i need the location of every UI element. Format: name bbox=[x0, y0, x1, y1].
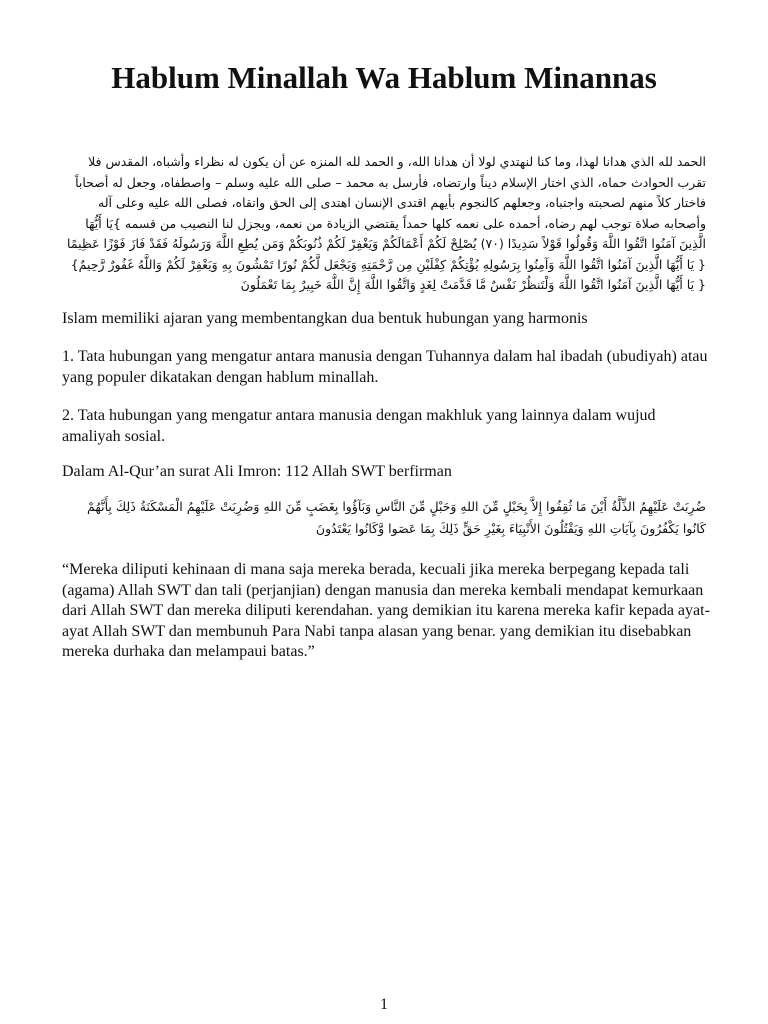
quran-reference-paragraph: Dalam Al-Qur’an surat Ali Imron: 112 Allah SWT berfirman bbox=[62, 463, 452, 480]
translation-paragraph: “Mereka diliputi kehinaan di mana saja mereka berada, kecuali jika mereka berpegang kepada tali (agama) Allah SWT dan tali (perjanjian) dengan manusia dan mereka kembali mendapat kemurkaan dari Allah SWT dan mereka diliputi kerendahan. yang demikian itu karena mereka kafir kepada ayat-ayat Allah SWT dan membunuh Para Nabi tanpa alasan yang benar. yang demikian itu disebabkan mereka durhaka dan melampaui batas.” bbox=[62, 561, 710, 660]
point-two-paragraph: 2. Tata hubungan yang mengatur antara manusia dengan makhluk yang lainnya dalam wujud amaliyah sosial. bbox=[62, 407, 656, 445]
arabic-opening-text: الحمد لله الذي هدانا لهذا، وما كنا لنهتدي لولا أن هدانا الله، و الحمد لله المنزه عن أن يكون له نظراء وأشباه، المقدس فلا تقرب الحوادث حماه، الذي اختار الإسلام ديناً وارتضاه، فأرسل به محمد – صلى الله عليه وسلم – واصطفاه، وجعل له أصحاباً فاختار كلاً منهم لصحبته واجتباه، وجعلهم كالنجوم بأيهم اقتدى الإنسان اهتدى إلى الحق واتقاه، فصلى الله عليه وعلى آله وأصحابه صلاة توجب لهم رضاه، أحمده على نعمه كلها حمداً يقتضي الزيادة من نعمه، ويجزل لنا النصيب من قسمه }يَا أَيُّهَا الَّذِينَ آمَنُوا اتَّقُوا اللَّهَ وَقُولُوا قَوْلاً سَدِيدًا (٧٠) يُصْلِحْ لَكُمْ أَعْمَالَكُمْ وَيَغْفِرْ لَكُمْ ذُنُوبَكُمْ وَمَن يُطِعِ اللَّهَ وَرَسُولَهُ فَقَدْ فَازَ فَوْزًا عَظِيمًا { يَا أَيُّهَا الَّذِينَ آمَنُوا اتَّقُوا اللَّهَ وَآمِنُوا بِرَسُولِهِ يُؤْتِكُمْ كِفْلَيْنِ مِن رَّحْمَتِهِ وَيَجْعَل لَّكُمْ نُورًا تَمْشُونَ بِهِ وَيَغْفِرْ لَكُمْ وَاللَّهُ غَفُورٌ رَّحِيمٌ} { يَا أَيُّهَا الَّذِينَ آمَنُوا اتَّقُوا اللَّهَ وَلْتَنظُرْ نَفْسٌ مَّا قَدَّمَتْ لِغَدٍ وَاتَّقُوا اللَّهَ إِنَّ اللَّهَ خَبِيرٌ بِمَا تَعْمَلُونَ bbox=[67, 154, 706, 292]
arabic-verse-text: ضُرِبَتْ عَلَيْهِمُ الذِّلَّةُ أَيْنَ مَا ثُقِفُوا إِلاَّ بِحَبْلٍ مِّنَ اللهِ وَحَبْلٍ مِّنَ النَّاسِ وَبَآؤُوا بِغَضَبٍ مِّنَ اللهِ وَضُرِبَتْ عَلَيْهِمُ الْمَسْكَنَةُ ذَلِكَ بِأَنَّهُمْ كَانُوا يَكْفُرُونَ بِآيَاتِ اللهِ وَيَقْتُلُونَ الأَنْبِيَاءَ بِغَيْرِ حَقٍّ ذَلِكَ بِمَا عَصَوا وَّكَانُوا يَعْتَدُونَ bbox=[87, 499, 706, 536]
page-number: 1 bbox=[380, 996, 388, 1013]
page-title: Hablum Minallah Wa Hablum Minannas bbox=[111, 60, 657, 95]
point-one-paragraph: 1. Tata hubungan yang mengatur antara manusia dengan Tuhannya dalam hal ibadah (ubudiyah) atau yang populer dikatakan dengan hablum minallah. bbox=[62, 348, 708, 386]
intro-paragraph: Islam memiliki ajaran yang membentangkan dua bentuk hubungan yang harmonis bbox=[62, 310, 588, 327]
